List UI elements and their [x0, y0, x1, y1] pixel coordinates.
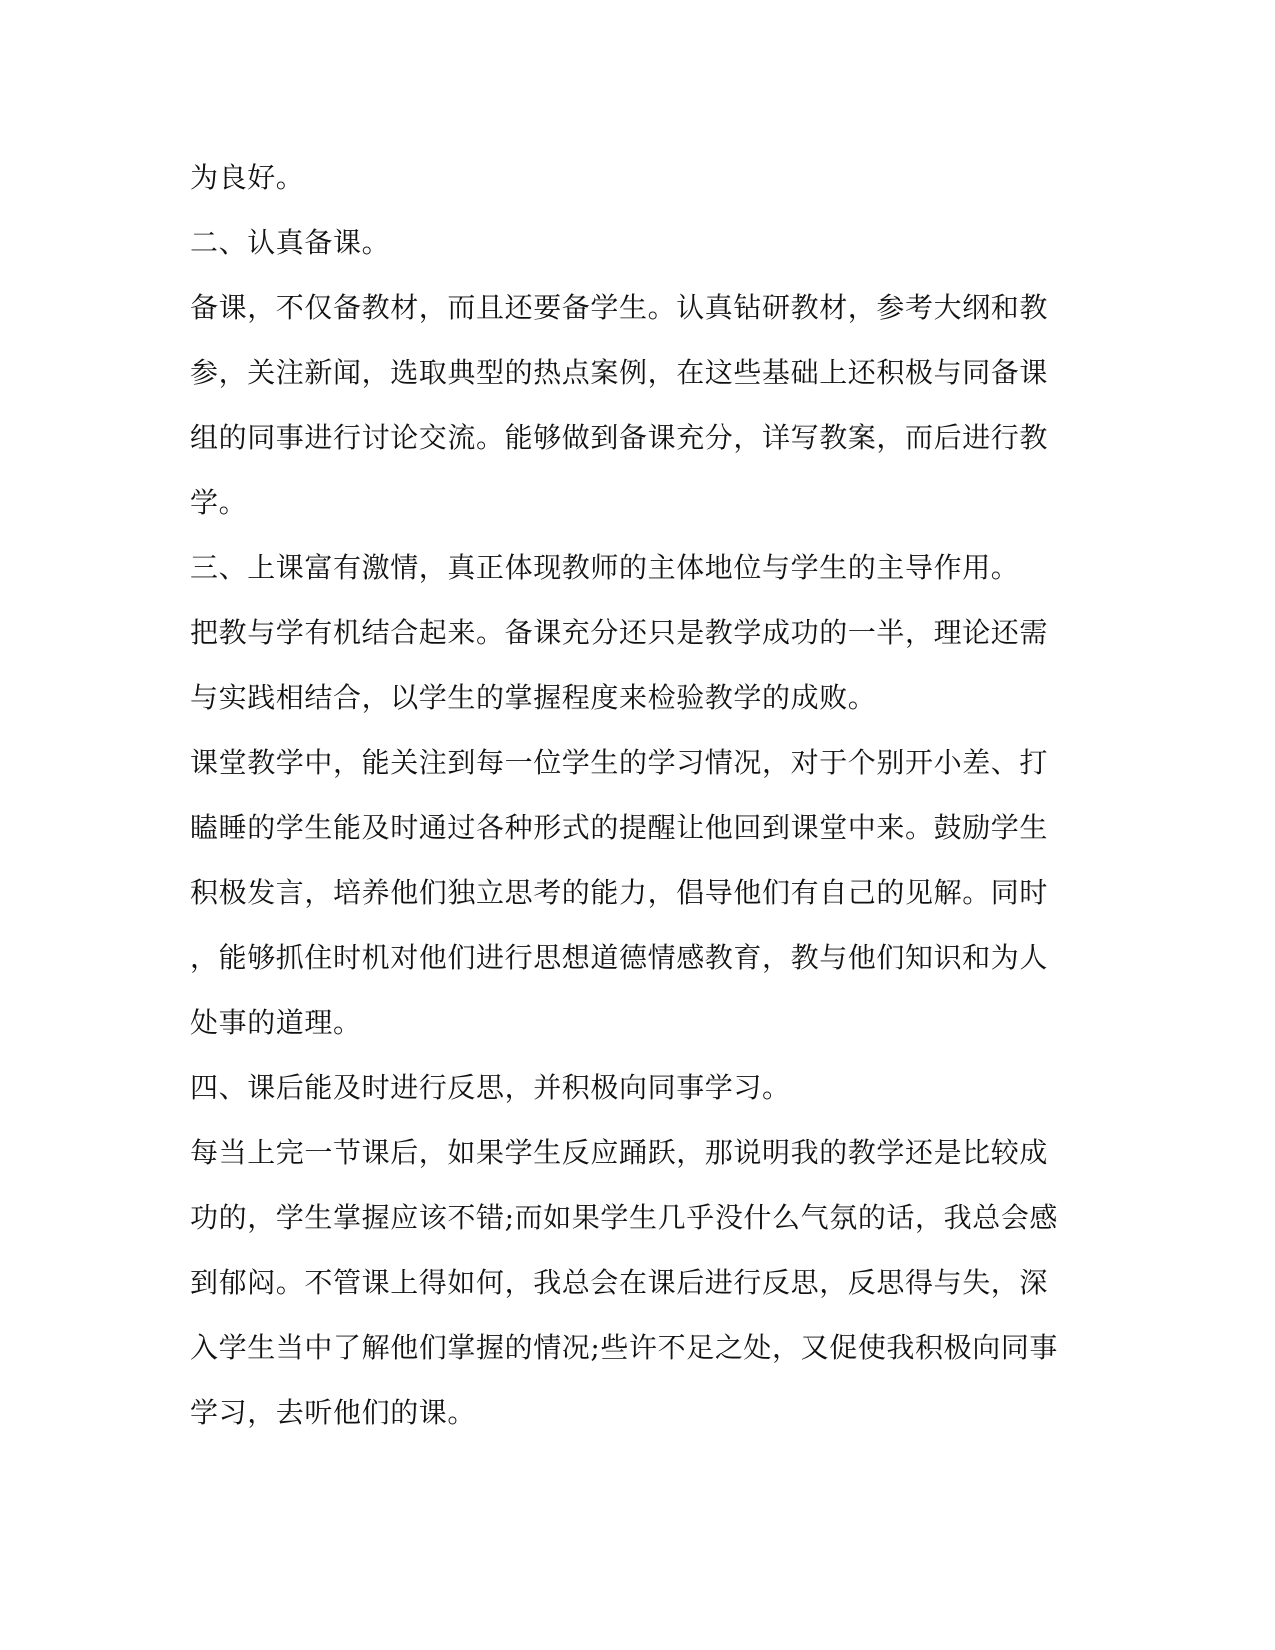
text-line: 到郁闷。不管课上得如何，我总会在课后进行反思，反思得与失，深	[190, 1266, 1049, 1299]
text-line: 课堂教学中，能关注到每一位学生的学习情况，对于个别开小差、打	[190, 746, 1049, 779]
text-line: ，能够抓住时机对他们进行思想道德情感教育，教与他们知识和为人	[190, 941, 1049, 974]
text-line: 功的，学生掌握应该不错;而如果学生几乎没什么气氛的话，我总会感	[190, 1201, 1059, 1234]
section-heading: 三、上课富有激情，真正体现教师的主体地位与学生的主导作用。	[190, 551, 1020, 584]
text-line: 入学生当中了解他们掌握的情况;些许不足之处，又促使我积极向同事	[190, 1331, 1059, 1364]
document-body	[190, 162, 1085, 1462]
text-line: 瞌睡的学生能及时通过各种形式的提醒让他回到课堂中来。鼓励学生	[190, 811, 1049, 844]
section-heading: 四、课后能及时进行反思，并积极向同事学习。	[190, 1071, 791, 1104]
text-line: 积极发言，培养他们独立思考的能力，倡导他们有自己的见解。同时	[190, 876, 1049, 909]
text-line: 把教与学有机结合起来。备课充分还只是教学成功的一半，理论还需	[190, 616, 1049, 649]
text-line: 与实践相结合，以学生的掌握程度来检验教学的成败。	[190, 681, 877, 714]
text-line: 参，关注新闻，选取典型的热点案例，在这些基础上还积极与同备课	[190, 356, 1049, 389]
text-line: 备课，不仅备教材，而且还要备学生。认真钻研教材，参考大纲和教	[190, 291, 1049, 324]
text-line: 学习，去听他们的课。	[190, 1396, 477, 1429]
text-line: 处事的道理。	[190, 1006, 362, 1039]
text-line: 为良好。	[190, 161, 305, 194]
text-line: 每当上完一节课后，如果学生反应踊跃，那说明我的教学还是比较成	[190, 1136, 1049, 1169]
text-line: 学。	[190, 486, 248, 519]
section-heading: 二、认真备课。	[190, 226, 391, 259]
text-line: 组的同事进行讨论交流。能够做到备课充分，详写教案，而后进行教	[190, 421, 1049, 454]
